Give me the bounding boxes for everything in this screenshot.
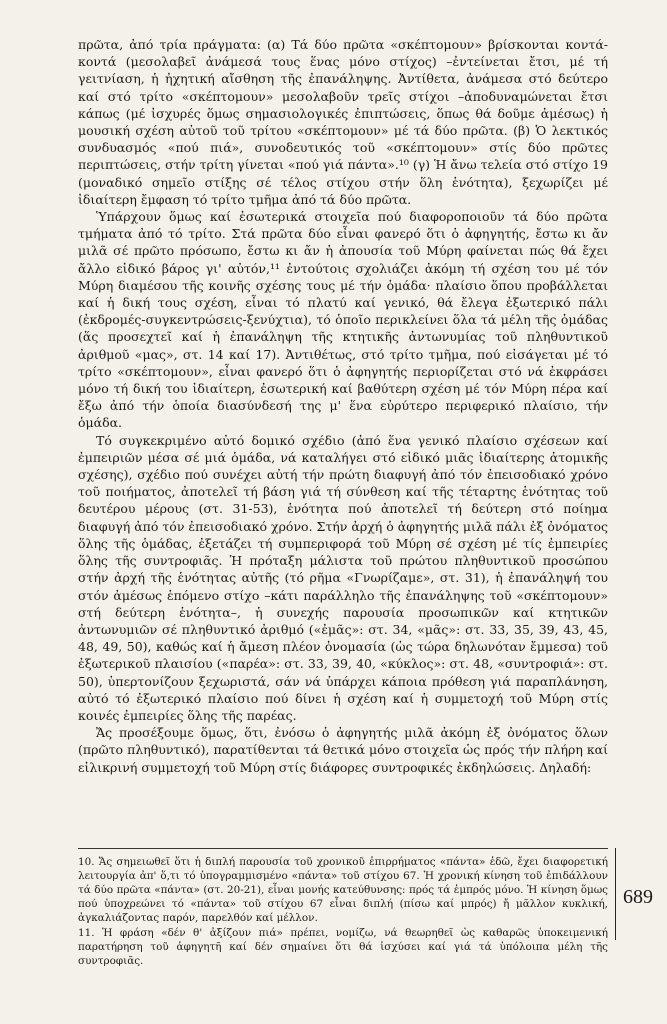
paragraph: Ὑπάρχουν ὅμως καί ἐσωτερικά στοιχεῖα πού διαφοροποιοῦν τά δύο πρῶτα τμήματα ἀπό τό τρίτο. Στά πρῶτα δύο εἶναι φανερό ὅτι ὁ ἀφηγητής, ἔστω κι ἄν μιλᾶ σέ πρῶτο πρόσωπο, ἔστω κι ἄν ἡ ἀπουσία τοῦ Μύρη φαίνεται πώς θά ἔχει ἄλλο εἰδικό βάρος γι' αὐτόν,¹¹ ἐντούτοις σχολιάζει ἀκόμη τή σχέση του μέ τόν Μύρη διαμέσου τῆς κοινῆς σχέσης τους μέ τήν ὁμάδα· πλαίσιο ὅπου προβάλλεται καί ἡ δική τους σχέση, εἶναι τό πλατύ καί γενικό, θά ἔλεγα ἐξωτερικό πάλι (ἐκδρομές-συγκεντρώσεις-ξενύχτια), τό ὁποῖο περικλείνει ὅλα τά μέλη τῆς ὁμάδας (ἅς προσεχτεῖ καί ἡ ἐπανάληψη τῆς κτητικῆς ἀντωνυμίας τοῦ πληθυντικοῦ ἀριθμοῦ «μας», στ. 14 καί 17). Ἀντιθέτως, στό τρίτο τμῆμα, πού εἰσάγεται μέ τό τρίτο «σκέπτομουν», εἶναι φανερό ὅτι ὁ ἀφηγητής περιορίζεται στό νά ἐκφράσει μόνο τή δική του ἰδιαίτερη, ἐσωτερική καί βαθύτερη σχέση μέ τόν Μύρη πέρα καί ἔξω ἀπό τήν ὁποία διασύνδεσή της μ' ἕνα εὐρύτερο περιφερικό πλαίσιο, τήν ὁμάδα.	[78, 209, 608, 431]
paragraph: πρῶτα, ἀπό τρία πράγματα: (α) Τά δύο πρῶτα «σκέπτομουν» βρίσκονται κοντά-κοντά (μεσολαβεῖ ἀνάμεσά τους ἕνας μόνο στίχος) –ἐντείνεται ἔτσι, μέ τή γειτνίαση, ἡ ἠχητική αἴσθηση τῆς ἐπανάληψης. Ἀντίθετα, ἀνάμεσα στό δεύτερο καί στό τρίτο «σκέπτομουν» μεσολαβοῦν τρεῖς στίχοι –ἀποδυναμώνεται ἔτσι κάπως (μέ ἰσχυρές ὅμως σημασιολογικές ἐπιπτώσεις, ὅπως θά δοῦμε ἀμέσως) ἡ μουσική σχέση αὐτοῦ τοῦ τρίτου «σκέπτομουν» μέ τά δύο πρῶτα. (β) Ὁ λεκτικός συνδυασμός «πού πιά», συνοδευτικός τοῦ «σκέπτομουν» στίς δύο πρῶτες περιπτώσεις, στήν τρίτη γίνεται «πού γιά πάντα».¹⁰ (γ) Ἡ ἄνω τελεία στό στίχο 19 (μοναδικό σημεῖο στίξης σέ τέλος στίχου στήν ὅλη ἑνότητα), ξεχωρίζει μέ ἰδιαίτερη ἔμφαση τό τρίτο τμῆμα ἀπό τά δύο πρῶτα.	[78, 37, 608, 207]
footnote: 11. Ἡ φράση «δέν θ' ἀξίζουν πιά» πρέπει, νομίζω, νά θεωρηθεῖ ὡς καθαρῶς ὑποκειμενική παρατήρηση τοῦ ἀφηγητῆ καί δέν σημαίνει ὅτι θά ἰσχύσει καί γιά τά ὑπόλοιπα μέλη τῆς συντροφιᾶς.	[78, 927, 608, 967]
main-text	[78, 36, 608, 776]
paragraph: Ἄς προσέξουμε ὅμως, ὅτι, ἐνόσω ὁ ἀφηγητής μιλᾶ ἀκόμη ἐξ ὀνόματος ὅλων (πρῶτο πληθυντικό), παρατίθενται τά θετικά μόνο στοιχεῖα ὡς πρός τήν πλήρη καί εἰλικρινή συμμετοχή τοῦ Μύρη στίς διάφορες συντροφικές ἐκδηλώσεις. Δηλαδή:	[78, 725, 608, 775]
paragraph: Τό συγκεκριμένο αὐτό δομικό σχέδιο (ἀπό ἕνα γενικό πλαίσιο σχέσεων καί ἐμπειριῶν μέσα σέ μιά ὁμάδα, νά καταλήγει στό εἰδικό μιᾶς ἰδιαίτερης ἀτομικῆς σχέσης), σχέδιο πού συνέχει αὐτή τήν πρώτη διαφυγή ἀπό τόν ἐπεισοδιακό χρόνο τοῦ ποιήματος, ἀποτελεῖ τή βάση γιά τή σύνθεση καί τῆς τέταρτης ἑνότητας τοῦ δευτέρου μέρους (στ. 31-53), ἑνότητα πού ἀποτελεῖ τή δεύτερη στό ποίημα διαφυγή ἀπό τόν ἐπεισοδιακό χρόνο. Στήν ἀρχή ὁ ἀφηγητής μιλᾶ πάλι ἐξ ὀνόματος ὅλης τῆς ὁμάδας, ἐξετάζει τή συμπεριφορά τοῦ Μύρη σέ σχέση μέ τίς ἐμπειρίες ὅλης τῆς συντροφιᾶς. Ἡ πρόταξη μάλιστα τοῦ πρώτου πληθυντικοῦ προσώπου στήν ἀρχή τῆς ἑνότητας αὐτῆς (τό ρῆμα «Γνωρίζαμε», στ. 31), ἡ ἐπανάληψή του στόν ἀμέσως ἑπόμενο στίχο –κάτι παράλληλο τῆς ἐπανάληψης τοῦ «σκέπτομουν» στή δεύτερη ἑνότητα–, ἡ συνεχής παρουσία προσωπικῶν καί κτητικῶν ἀντωνυμιῶν σέ πληθυντικό ἀριθμό («ἐμᾶς»: στ. 34, «μᾶς»: στ. 33, 35, 39, 43, 45, 48, 49, 50), καθώς καί ἡ ἄμεση πλέον ὀνομασία (ὡς τώρα δηλωνόταν ἔμμεσα) τοῦ ἐξωτερικοῦ πλαισίου («παρέα»: στ. 33, 39, 40, «κύκλος»: στ. 48, «συντροφιά»: στ. 50), ὑπερτονίζουν ξεχωριστά, σάν νά ὑπάρχει κάποια πρόθεση γιά παραπλάνηση, αὐτό τό ἐξωτερικό πλαίσιο πού δίνει ἡ σχέση καί ἡ συμμετοχή τοῦ Μύρη στίς κοινές ἐμπειρίες ὅλης τῆς παρέας.	[78, 432, 608, 723]
footnotes	[78, 848, 608, 969]
margin-rule	[615, 848, 616, 940]
footnote: 10. Ἄς σημειωθεῖ ὅτι ἡ διπλή παρουσία τοῦ χρονικοῦ ἐπιρρήματος «πάντα» ἐδῶ, ἔχει διαφορετική λειτουργία ἀπ' ὅ,τι τό ὑπογραμμισμένο «πάντα» τοῦ στίχου 67. Ἡ χρονική κίνηση τοῦ ἐπιδάλλουν τά δύο πρῶτα «πάντα» (στ. 20-21), εἶναι μονής κατεύθυνσης: πρός τά ἐμπρός μόνο. Ἡ κίνηση ὅμως πού ὑποχρεώνει τό «πάντα» τοῦ στίχου 67 εἶναι διπλή (πίσω καί μπρός) ἤ μᾶλλον κυκλική, ἀγκαλιάζοντας παρόν, παρελθόν καί μέλλον.	[78, 856, 608, 924]
page-number: 689	[623, 886, 653, 908]
